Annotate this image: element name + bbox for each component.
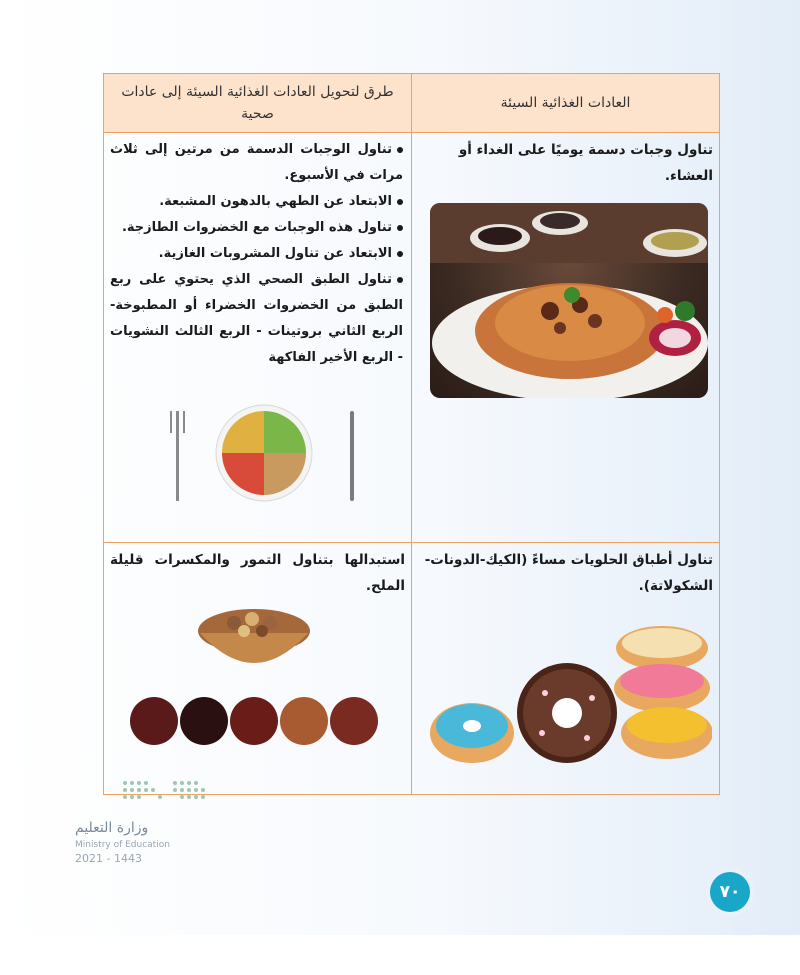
kabsa-rice-dish-image (430, 203, 708, 398)
list-item: تناول الطبق الصحي الذي يحتوي على ربع الطبق من الخضروات الخضراء أو المطبوخة- الربع الثاني بروتينات - الربع الثالث النشويات - الربع الأخير الفاكهة (110, 272, 403, 365)
header-bad-habits: العادات الغذائية السيئة (412, 74, 720, 133)
header-healthy-ways: طرق لتحويل العادات الغذائية السيئة إلى عادات صحية (104, 74, 412, 133)
remedy-text: استبدالها بتناول التمور والمكسرات قليلة الملح. (110, 552, 405, 594)
donuts-image (427, 623, 712, 783)
table-row (104, 133, 720, 543)
nuts-bowl-image (194, 603, 314, 673)
list-item: الابتعاد عن الطهي بالدهون المشبعة. (110, 189, 403, 215)
list-item: تناول الوجبات الدسمة من مرتين إلى ثلاث مرات في الأسبوع. (110, 142, 403, 183)
remedy-cell (104, 543, 412, 795)
habit-cell (412, 133, 720, 543)
bottom-band (0, 935, 800, 975)
tips-list (104, 133, 411, 371)
year-label: 2021 - 1443 (75, 852, 142, 865)
dates-images (124, 693, 394, 748)
ministry-logo (75, 778, 225, 878)
ministry-logo-icon (120, 778, 210, 808)
table-row (104, 543, 720, 795)
habit-cell (412, 543, 720, 795)
tips-cell (104, 133, 412, 543)
habit-text: تناول أطباق الحلويات مساءً (الكيك-الدونات-الشكولاتة). (424, 552, 713, 594)
ministry-name-en: Ministry of Education (75, 840, 170, 850)
ministry-name-ar: وزارة التعليم (75, 820, 149, 836)
list-item: تناول هذه الوجبات مع الخضروات الطازجة. (110, 215, 403, 241)
table-header-row (104, 74, 720, 133)
list-item: الابتعاد عن تناول المشروبات الغازية. (110, 241, 403, 267)
healthy-plate-image (164, 403, 364, 503)
habits-table (103, 73, 720, 795)
habit-text: تناول وجبات دسمة يوميًا على الغداء أو العشاء. (458, 142, 713, 184)
page-number: ٧٠ (710, 872, 750, 912)
